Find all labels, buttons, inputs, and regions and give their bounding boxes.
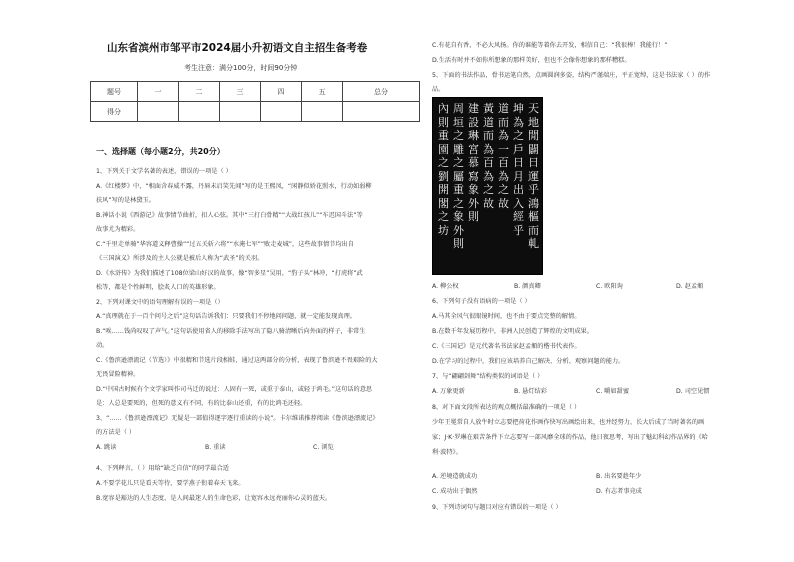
table-cell: 得分: [91, 102, 138, 122]
score-input-cell[interactable]: [261, 102, 302, 122]
question-line: B.神话小说《西游记》故事情节曲折，扣人心弦。其中“三打白骨精”“大战红孩儿”“车迟国斗法”等: [96, 212, 363, 219]
question-line: 少年王冕常自人放牛时立志要把荷花作画作快写出画绘出来，也并经努力，长大后成了当时著名的画: [432, 419, 705, 426]
question-line: C.“千里走单骑”华容道义释曹操”“过五关斩六将”“水淹七军”“败走麦城”，这些故事情节均出自: [96, 241, 354, 248]
question-line: 4、下列释言，（ ）用给“缺乏自信”的同学最合适: [96, 465, 229, 472]
option-a: A. 跳读: [96, 444, 117, 451]
question-line: C.《鲁滨逊漂流记（节选）》中很精和节选片段相蛙，通过这两部分的分析，表现了鲁滨逊不畏艰险的大: [96, 357, 378, 364]
score-input-cell[interactable]: [138, 102, 179, 122]
question-line: A.“真理就在于一百个问号之后”这句话告诉我们：只要我们不停地问问题，就一定能发现真理。: [96, 313, 356, 320]
section-heading: 一、选择题（每小题2分，共20分）: [96, 147, 225, 156]
option-c: C. 欧阳询: [596, 283, 623, 290]
question-line: 故事尤为精彩。: [96, 226, 140, 233]
table-cell: 五: [302, 82, 343, 102]
calligraphy-image: [432, 97, 543, 275]
table-cell: 总分: [343, 82, 420, 102]
question-line: 家；J·K·罗琳在艰苦条件下立志要写一部风靡全球的作品，他日夜思考，写出了魅幻科幻作品界的《哈: [432, 434, 708, 441]
question-line: 动。: [96, 342, 109, 349]
question-line: 9、下列诗词句与题目对应有错误的一项是（ ）: [432, 504, 562, 511]
question-line: 的方法是（ ）: [96, 429, 136, 436]
exam-notice: 考生注意：满分100分，时间90分钟: [184, 64, 298, 72]
score-input-cell[interactable]: [302, 102, 343, 122]
option-c: C. 嚼如甜蜜: [596, 388, 630, 395]
question-line: 无畏冒险精神。: [96, 371, 140, 378]
question-line: 松等，都是个性鲜明，脍炙人口的英雄形象。: [96, 284, 220, 291]
question-line: B.“唉……钱尚叹叹了声气。”这句话使用省人的移除手法写出了隐八骑清晰后向外面的样子，非常生: [96, 328, 366, 335]
table-cell: 题号: [91, 82, 138, 102]
calligraphy-column: 坤為之戶日月出入經乎: [513, 102, 524, 237]
question-line: A.《红楼梦》中，“相面含春威不露，丹唇未启笑先闻”写的是王熙凤，“闲静似娇花照水，行动如弱柳: [96, 183, 372, 190]
table-cell: 二: [179, 82, 220, 102]
score-input-cell[interactable]: [179, 102, 220, 122]
question-line: 6、下列句子没有语病的一项是（ ）: [432, 298, 531, 305]
calligraphy-column: 內則重園之劉開閣之坊: [438, 102, 449, 237]
option-b: B. 出名要趁年少: [596, 473, 642, 480]
question-line: 扶风”写的是林黛玉。: [96, 197, 155, 204]
option-a: A. 逆境造就成功: [432, 473, 478, 480]
calligraphy-column: 黃道而為百為之故: [483, 102, 494, 210]
table-cell: 一: [138, 82, 179, 102]
score-input-cell[interactable]: [220, 102, 261, 122]
score-table-score-row: [91, 102, 420, 122]
page-title: 山东省滨州市邹平市2024届小升初语文自主招生备考卷: [107, 42, 368, 54]
question-line: 7、与“翩翩剑舞”结构类似的词语是（ ）: [432, 373, 544, 380]
option-d: D. 司空见惯: [676, 388, 710, 395]
option-b: B. 颜真卿: [514, 283, 541, 290]
option-c: C. 成功出于偶然: [432, 488, 478, 495]
question-line: D.《水浒传》为我们描述了108位梁山好汉的故事，像“智多星”吴用，“豹子头”林冲，“打虎将”武: [96, 270, 363, 277]
table-cell: 四: [261, 82, 302, 102]
score-table-header-row: [91, 82, 420, 102]
question-line: 是：人总是要死的，但死的意义有不同，有的比泰山还重，有的比鸿毛还轻。: [96, 400, 307, 407]
question-line: 《三国演义》所涉及的主人公就是被后人称为“武圣”的关羽。: [96, 255, 264, 262]
calligraphy-column: 天地閒闢日運乎鴻樞而軋: [528, 102, 539, 250]
question-line: A.不要学花儿只是看天等待，要学燕子衔着春天飞来。: [96, 480, 245, 487]
question-line: B.在数千年发展历程中，非洲人民创造了辉煌的文明成果。: [432, 328, 593, 335]
question-line: A.马其全风气很眼镜时间，也不由于要点完整的解情。: [432, 313, 581, 320]
option-a: A. 万象更新: [432, 388, 465, 395]
question-line: 利·波特》。: [432, 449, 462, 456]
question-line: 品。: [432, 86, 445, 93]
calligraphy-column: 建設琳宮慕寫象外則: [468, 102, 479, 223]
option-d: D. 赵孟頫: [676, 283, 704, 290]
question-line: 3、“……《鲁滨逊漂流记》无疑是一部值得逐字逐行重读的小说”。卡尔维诺推荐阅读《鲁滨逊漂流记》: [96, 415, 379, 422]
question-line: D.生活有时并不如你所想象的那样美好，但也不会像你想象的那样糟糕。: [432, 57, 631, 64]
score-table: [90, 81, 420, 122]
question-line: C.有花自有香，不必大风扬。你的谁能等着你去开发，相信自己：“我很棒！我能行！”: [432, 42, 668, 49]
option-c: C. 浏览: [313, 444, 334, 451]
question-line: C.《三国记》是元代著名书法家赵孟頫的楷书代表作。: [432, 343, 581, 350]
question-line: D.“中国古时候有个文学家叫作司马迁的说过：人固有一死，或重于泰山，或轻于鸿毛。”这句话的意思: [96, 386, 373, 393]
option-a: A. 柳公权: [432, 283, 459, 290]
question-line: 2、下列对课文中的语句理解有误的一项是（）: [96, 299, 224, 306]
option-b: B. 重读: [205, 444, 226, 451]
score-input-cell[interactable]: [343, 102, 420, 122]
option-b: B. 悬灯结彩: [514, 388, 547, 395]
option-d: D. 有志者事竟成: [596, 488, 642, 495]
table-cell: 三: [220, 82, 261, 102]
question-line: B.宽容是豁达的人生态度，是人间最迷人的生命色彩，让宽容永远亮丽你心灵的蓝天。: [96, 495, 332, 502]
calligraphy-column: 道而為一百為之故: [498, 102, 509, 210]
question-line: 5、下面的书法作品，骨书运笔自然，点画圆润多姿，结构严谨端庄，平正宽绰，这是书法家（ ）的作: [432, 72, 711, 79]
calligraphy-column: 周垣之雕之屬重之象外則: [453, 102, 464, 250]
question-line: 1、下列关于文学名著的表述，错误的一项是（ ）: [96, 168, 232, 175]
question-line: 8、对下面文段所表达的观点概括最准确的一项是（ ）: [432, 404, 581, 411]
question-line: D.在学习的过程中，我们应该培养自己解决、分析、观察问题的能力。: [432, 358, 625, 365]
